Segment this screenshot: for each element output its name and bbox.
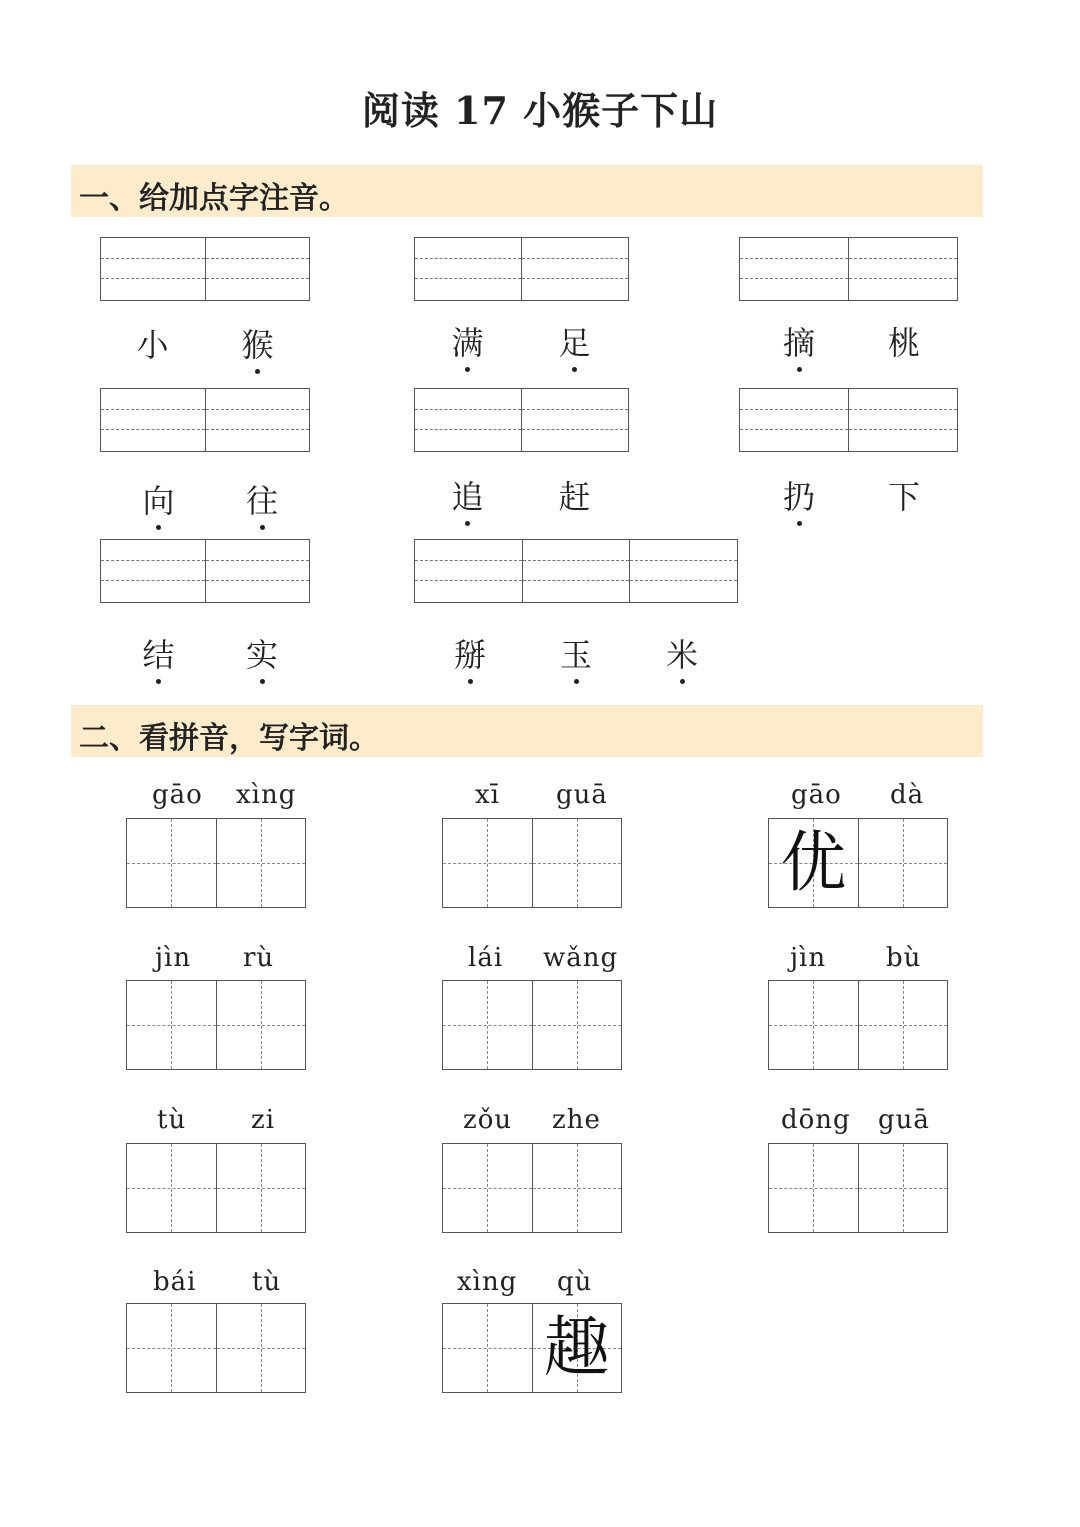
- word-row: [739, 318, 958, 364]
- pinyin-label: tù: [157, 1105, 187, 1135]
- pinyin-label: bù: [886, 943, 922, 973]
- emphasis-dot: [574, 679, 579, 684]
- pinyin-label: lái: [468, 943, 504, 973]
- pinyin-label: gāo: [152, 780, 203, 810]
- pinyin-answer-box[interactable]: [100, 539, 310, 603]
- emphasis-dot: [797, 367, 802, 372]
- hanzi-dotted: 玉: [526, 630, 626, 676]
- pinyin-label: tù: [252, 1267, 282, 1297]
- pinyin-label: xìng: [236, 780, 297, 810]
- character-writing-box[interactable]: [442, 1143, 622, 1233]
- character-writing-box[interactable]: [126, 818, 306, 908]
- pinyin-label: jìn: [790, 943, 827, 973]
- word-row: [414, 630, 738, 676]
- character-writing-box[interactable]: 优: [768, 818, 948, 908]
- hanzi-dotted: 满: [414, 318, 521, 364]
- emphasis-dot: [797, 521, 802, 526]
- hanzi: 赶: [558, 478, 591, 516]
- pinyin-label: zǒu: [463, 1105, 513, 1135]
- pinyin-answer-box[interactable]: [739, 388, 958, 452]
- emphasis-dot: [156, 525, 161, 530]
- pinyin-answer-box[interactable]: [739, 237, 958, 301]
- pinyin-answer-box[interactable]: [414, 388, 629, 452]
- pinyin-label: bái: [153, 1267, 197, 1297]
- hanzi-dotted: 扔: [739, 472, 859, 518]
- hanzi: 小: [136, 326, 169, 364]
- word-row: [100, 630, 310, 676]
- word-row: [414, 318, 629, 364]
- section-2-title: 二、看拼音，写字词。: [79, 721, 379, 756]
- word-row: [100, 320, 310, 366]
- pinyin-label: xī: [475, 780, 500, 810]
- character-writing-box[interactable]: [126, 980, 306, 1070]
- character-writing-box[interactable]: [442, 818, 622, 908]
- pinyin-label: zi: [251, 1105, 276, 1135]
- hanzi-dotted: 掰: [414, 630, 526, 676]
- pinyin-answer-box[interactable]: [414, 539, 738, 603]
- pinyin-label: guā: [878, 1105, 930, 1135]
- emphasis-dot: [156, 679, 161, 684]
- hanzi-dotted: 向: [100, 476, 217, 522]
- page-title: 阅读 17 小猴子下山: [361, 88, 719, 133]
- emphasis-dot: [468, 679, 473, 684]
- pinyin-label: gāo: [791, 780, 842, 810]
- character-writing-box[interactable]: [442, 980, 622, 1070]
- pinyin-label: jìn: [155, 943, 192, 973]
- hanzi: 桃: [887, 324, 920, 362]
- hanzi-dotted: 往: [217, 476, 307, 522]
- pinyin-label: dà: [890, 780, 925, 810]
- hanzi-dotted: 足: [521, 318, 628, 364]
- pinyin-label: guā: [556, 780, 608, 810]
- pinyin-label: rù: [243, 943, 275, 973]
- section-1-title: 一、给加点字注音。: [79, 181, 349, 216]
- pinyin-label: qù: [557, 1267, 593, 1297]
- emphasis-dot: [255, 369, 260, 374]
- emphasis-dot: [260, 679, 265, 684]
- character-writing-box[interactable]: [768, 1143, 948, 1233]
- character-writing-box[interactable]: [126, 1143, 306, 1233]
- word-row: [414, 472, 629, 518]
- pinyin-label: wǎng: [543, 943, 619, 973]
- emphasis-dot: [465, 521, 470, 526]
- emphasis-dot: [680, 679, 685, 684]
- emphasis-dot: [465, 367, 470, 372]
- section-2-header: [71, 705, 983, 757]
- emphasis-dot: [572, 367, 577, 372]
- pinyin-answer-box[interactable]: [100, 237, 310, 301]
- section-1-header: [71, 165, 983, 217]
- hanzi-dotted: 摘: [739, 318, 859, 364]
- hanzi-dotted: 实: [217, 630, 307, 676]
- character-writing-box[interactable]: 趣: [442, 1303, 622, 1393]
- pinyin-answer-box[interactable]: [100, 388, 310, 452]
- character-writing-box[interactable]: [768, 980, 948, 1070]
- hanzi-dotted: 米: [626, 630, 738, 676]
- pinyin-label: zhe: [552, 1105, 601, 1135]
- word-row: [739, 472, 958, 518]
- pinyin-answer-box[interactable]: [414, 237, 629, 301]
- pinyin-label: xìng: [457, 1267, 518, 1297]
- pinyin-label: dōng: [781, 1105, 851, 1135]
- emphasis-dot: [260, 525, 265, 530]
- hanzi-dotted: 追: [414, 472, 521, 518]
- hanzi: 下: [887, 478, 920, 516]
- character-writing-box[interactable]: [126, 1303, 306, 1393]
- hanzi-dotted: 猴: [205, 320, 310, 366]
- word-row: [100, 476, 310, 522]
- hanzi-dotted: 结: [100, 630, 217, 676]
